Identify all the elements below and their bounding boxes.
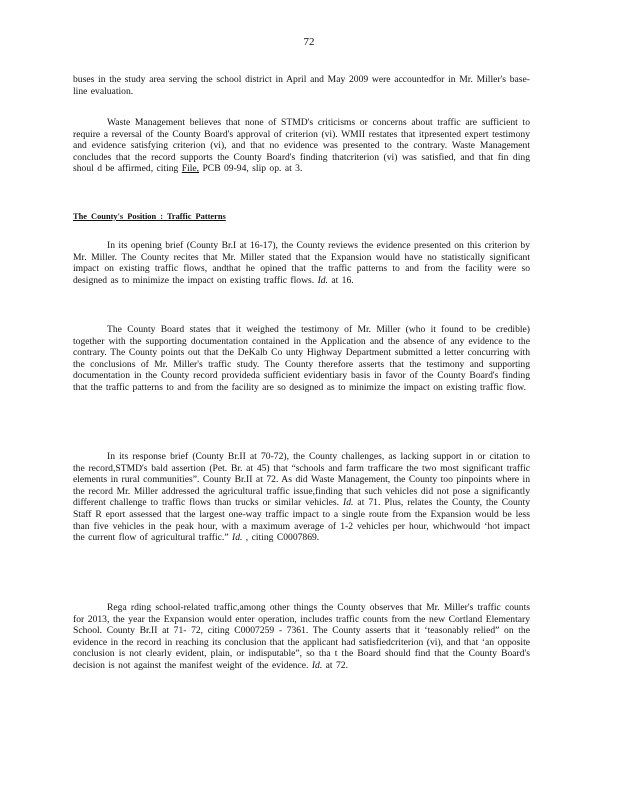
paragraph-continuation bbox=[73, 74, 530, 97]
paragraph-text: The County Board states that it weighed the testimony of Mr. Miller (who it found to be credible) together with the supporting documentation contained in the Application and the absence of any evidence to the contrary. The County points out that the DeKalb Co unty Highway Department submitted a letter concurring with the conclusions of Mr. Miller's traffic study. The County therefore asserts that the testimony and supporting documentation in the County record provideda sufficient evidentiary basis in favor of the County Board's finding that the traffic patterns to and from the facility are so designed as to minimize the impact on existing traffic flow. bbox=[73, 324, 530, 393]
paragraph-school-traffic bbox=[73, 602, 530, 672]
paragraph-county-board bbox=[73, 324, 530, 394]
paragraph-opening-brief bbox=[73, 240, 530, 286]
paragraph-text: buses in the study area serving the school district in April and May 2009 were accountedfor in Mr. Miller's base-line evaluation. bbox=[73, 74, 530, 97]
paragraph-tail: , citing C0007869. bbox=[242, 532, 320, 544]
paragraph-tail: PCB 09-94, slip op. at 3. bbox=[199, 163, 303, 175]
paragraph-text: Rega rding school-related traffic,among other things the County observes that Mr. Miller's traffic counts for 2013, the year the Expansion would enter operation, includes traffic counts from the new Cortland Elementary School. County Br.II at 71- 72, citing C0007259 - 7361. The County asserts that it ‘teasonably relied” on the evidence in the record in reaching its conclusion that the applicant had satisfiedcriterion (vi), and that ‘an opposite conclusion is not clearly evident, plain, or indisputable”, so tha t the Board should find that the County Board's decision is not against the manifest weight of the evidence. bbox=[73, 602, 530, 671]
case-citation: File, bbox=[181, 163, 200, 175]
section-heading: The County's Position : Traffic Patterns bbox=[73, 212, 226, 221]
paragraph-text: In its response brief (County Br.II at 70-72), the County challenges, as lacking support in or citation to the record,STMD's bald assertion (Pet. Br. at 45) that “schools and farm trafficare the two most significant traffic elements in rural communities”. County Br.II at 72. As did Waste Management, the County too pinpoints where in the record Mr. Miller addressed the agricultural traffic issue,finding that such vehicles did not pose a significantly different challenge to traffic flows than trucks or similar vehicles. bbox=[73, 451, 530, 509]
paragraph-waste-management bbox=[73, 117, 530, 175]
paragraph-tail: at 72. bbox=[322, 659, 348, 671]
paragraph-response-brief bbox=[73, 451, 530, 544]
paragraph-text: Waste Management believes that none of STMD's criticisms or concerns about traffic are sufficient to require a reversal of the County Board's approval of criterion (vi). WMII restates that itpresented expert testimony and evidence satisfying criterion (vi), and that no evidence was presented to the contrary. Waste Management concludes that the record supports the County Board's finding thatcriterion (vi) was satisfied, and that fin ding shoul d be affirmed, citing bbox=[73, 117, 530, 175]
paragraph-middle: at 71. Plus, relates the County, the County Staff R eport assessed that the largest one-way traffic impact to a single route from the Expansion would be less than five vehicles in the peak hour, with a maximum average of 1-2 vehicles per hour, whichwould ‘hot impact the current flow of agricultural traffic.” bbox=[73, 497, 531, 544]
paragraph-tail: at 16. bbox=[327, 274, 354, 286]
paragraph-text: In its opening brief (County Br.I at 16-17), the County reviews the evidence presented on this criterion by Mr. Miller. The County recites that Mr. Miller stated that the Expansion would have no statistically significant impact on existing traffic flows, andthat he opined that the traffic patterns to and from the facility were so designed as to minimize the impact on existing traffic flows. bbox=[73, 240, 530, 286]
page-number: 72 bbox=[303, 36, 315, 48]
id-citation: Id. bbox=[311, 659, 323, 671]
id-citation: Id. bbox=[317, 274, 328, 286]
id-citation: Id. bbox=[232, 532, 243, 544]
id-citation: Id. bbox=[343, 497, 354, 509]
